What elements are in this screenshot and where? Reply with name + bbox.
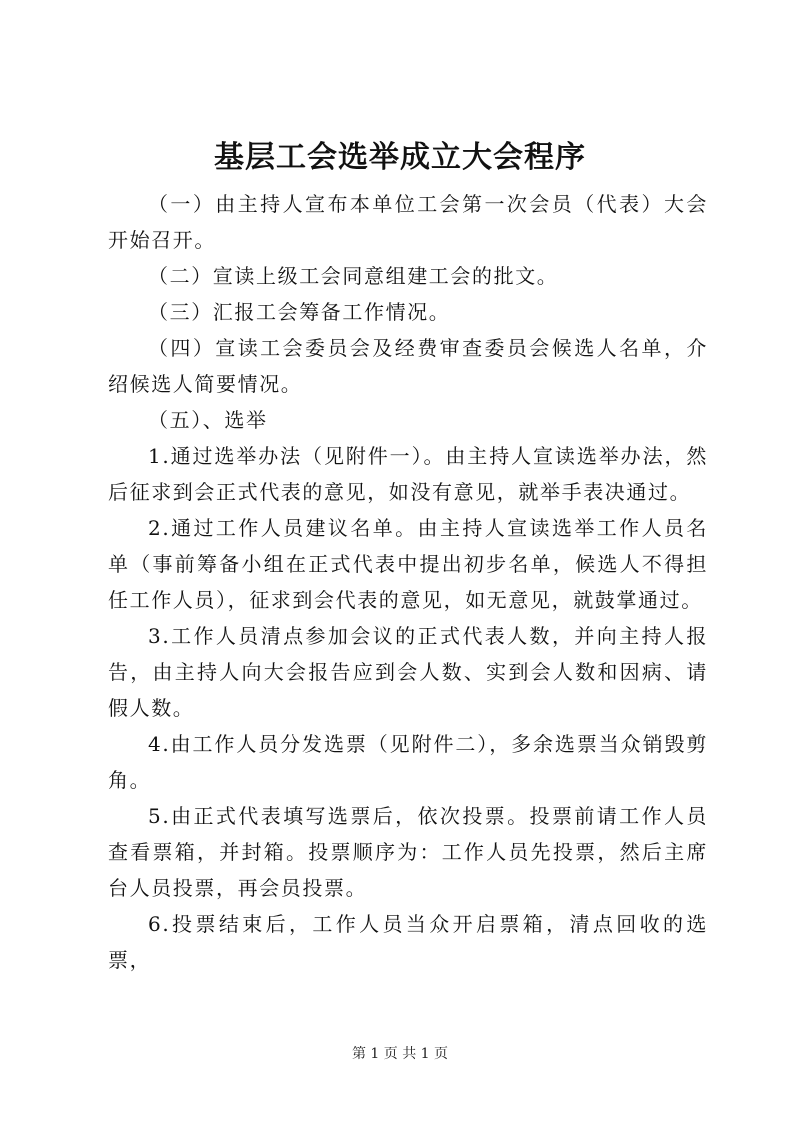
paragraph: 5.由正式代表填写选票后，依次投票。投票前请工作人员查看票箱，并封箱。投票顺序为：工作人员先投票，然后主席台人员投票，再会员投票。 xyxy=(108,804,708,900)
paragraph: （一）由主持人宣布本单位工会第一次会员（代表）大会开始召开。 xyxy=(108,192,708,252)
document-body xyxy=(108,186,708,978)
paragraph: 1.通过选举办法（见附件一）。由主持人宣读选举办法，然后征求到会正式代表的意见，如没有意见，就举手表决通过。 xyxy=(108,444,708,504)
page-title: 基层工会选举成立大会程序 xyxy=(214,140,586,175)
paragraph: （五）、选举 xyxy=(148,408,268,432)
paragraph: （三）汇报工会筹备工作情况。 xyxy=(148,300,451,324)
page-footer: 第 1 页 共 1 页 xyxy=(351,1046,449,1062)
paragraph: 6.投票结束后，工作人员当众开启票箱，清点回收的选票， xyxy=(108,912,708,972)
paragraph: （二）宣读上级工会同意组建工会的批文。 xyxy=(148,264,559,288)
paragraph: 4.由工作人员分发选票（见附件二），多余选票当众销毁剪角。 xyxy=(108,732,708,792)
paragraph: （四）宣读工会委员会及经费审查委员会候选人名单，介绍候选人简要情况。 xyxy=(108,336,708,396)
paragraph: 3.工作人员清点参加会议的正式代表人数，并向主持人报告，由主持人向大会报告应到会人数、实到会人数和因病、请假人数。 xyxy=(108,624,708,720)
paragraph: 2.通过工作人员建议名单。由主持人宣读选举工作人员名单（事前筹备小组在正式代表中提出初步名单，候选人不得担任工作人员），征求到会代表的意见，如无意见，就鼓掌通过。 xyxy=(108,516,708,612)
